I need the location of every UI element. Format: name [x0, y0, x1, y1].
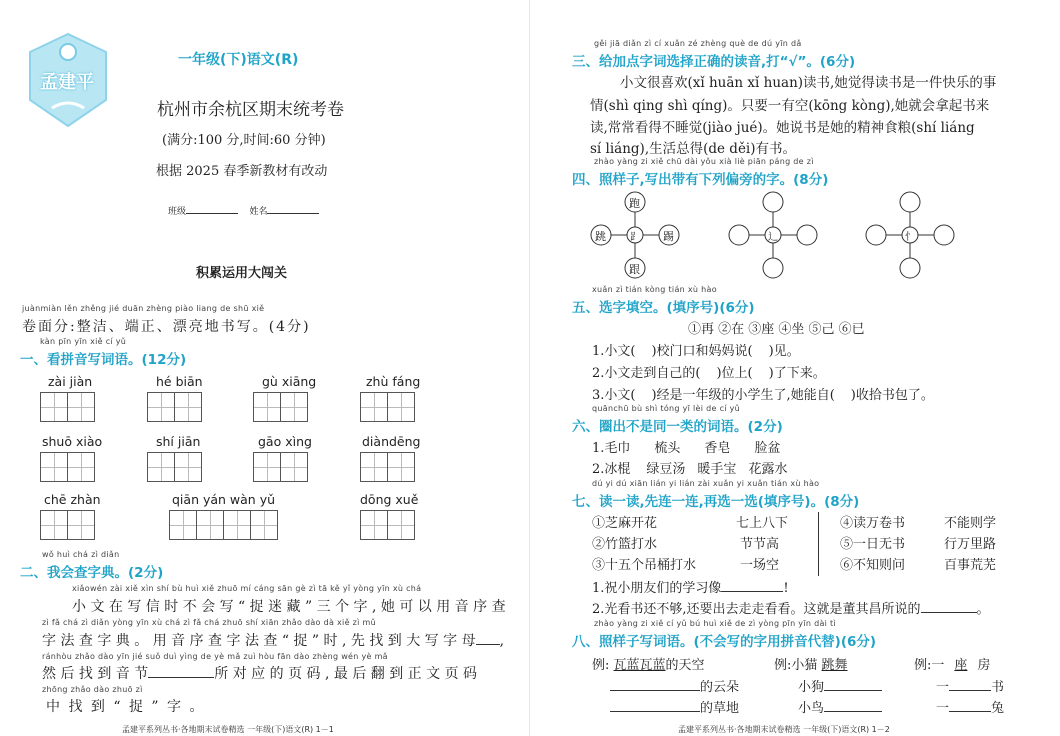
q7-left-phrase[interactable]: ②竹篮打水 [592, 537, 658, 552]
q4-pinyin: zhào yàng zi xiě chū dài yǒu xià liè piān páng de zì [594, 157, 814, 166]
writing-grid[interactable] [360, 392, 414, 422]
q2-line-text: 小 文 在 写 信 时 不 会 写 “ 捉 迷 藏 ” 三 个 字 , 她 可 以 用 音 序 查 [72, 599, 506, 615]
q8-row: 的云朵 [610, 676, 739, 695]
q1-word-pinyin: diàndēng [362, 434, 421, 449]
q1-word-pinyin: zài jiàn [48, 374, 93, 389]
writing-grid[interactable] [169, 510, 277, 540]
score-time: (满分:100 分,时间:60 分钟) [162, 133, 326, 148]
q2-line-pinyin: ránhòu zhǎo dào yīn jié suǒ duì yìng de yè mǎ zuì hòu fān dào zhèng wén yè mǎ [42, 652, 388, 661]
intro-pinyin: juànmiàn lěn zhěng jié duān zhèng piào liang de shū xiě [22, 304, 265, 313]
q4-heading: 四、照样子,写出带有下列偏旁的字。(8分) [572, 172, 829, 188]
writing-grid[interactable] [40, 510, 94, 540]
q1-pinyin: kàn pīn yīn xiě cí yǔ [40, 337, 127, 346]
answer-blank[interactable] [476, 644, 500, 645]
class-label: 班级 [168, 207, 187, 217]
q7-pinyin: dú yi dú xiān lián yi lián zài xuǎn yi xuǎn tián xù hào [592, 479, 820, 488]
q7-right-phrase[interactable]: ⑤一日无书 [840, 537, 906, 552]
q8-example-2: 例:小猫 跳舞 [774, 658, 848, 673]
class-field[interactable] [168, 204, 319, 217]
q1-word-pinyin: dōng xuě [360, 492, 419, 507]
radical-2: 忄 [905, 232, 915, 243]
q2-line-pinyin: zì fǎ chá zì diǎn yòng yīn xù chá zì fǎ chá zhuō shí xiān zhǎo dào dà xiě zì mǔ [42, 618, 376, 627]
answer-blank[interactable] [824, 711, 882, 712]
writing-grid[interactable] [147, 452, 201, 482]
q7-right-match[interactable]: 不能则学 [944, 516, 997, 531]
q1-heading: 一、看拼音写词语。(12分) [20, 352, 187, 368]
q7-right-match[interactable]: 百事荒芜 [944, 558, 997, 573]
q2-line-text: 字 法 查 字 典 。 用 音 序 查 字 法 查 “ 捉 ” 时 , 先 找 到 大 写 字 母 [42, 633, 476, 649]
q7-right-phrase[interactable]: ⑥不知则问 [840, 558, 906, 573]
q2-line-pinyin: zhōng zhǎo dào zhuō zì [42, 685, 143, 694]
q2-line-text: 中 找 到 “ 捉 ” 字 。 [46, 699, 206, 715]
writing-grid[interactable] [253, 392, 307, 422]
left-footer: 孟建平系列丛书·各地期末试卷精选 一年级(下)语文(R) 1－1 [122, 725, 334, 734]
q8-row: 一 兔 [936, 701, 1005, 716]
q7-left-match[interactable]: 七上八下 [736, 516, 789, 531]
grade-title: 一年级(下)语文(R) [178, 52, 299, 68]
writing-grid[interactable] [253, 452, 307, 482]
q1-word-pinyin: shí jiān [156, 434, 201, 449]
q1-word-pinyin: chē zhàn [44, 492, 101, 507]
right-footer: 孟建平系列丛书·各地期末试卷精选 一年级(下)语文(R) 1－2 [678, 725, 890, 734]
example-bottom-char: 跟 [629, 263, 640, 276]
q1-word-pinyin: qiān yán wàn yǔ [172, 492, 276, 507]
radical-diagrams [588, 190, 1008, 280]
q5-item: 2.小文走到自己的( )位上( )了下来。 [592, 366, 826, 381]
q1-word-pinyin: zhù fáng [366, 374, 421, 389]
q6-row: 2.冰棍 绿豆汤 暖手宝 花露水 [592, 462, 788, 477]
exam-title: 杭州市余杭区期末统考卷 [157, 100, 344, 120]
q8-example-3: 例:一 座 房 [914, 658, 991, 673]
q8-example-1: 例: 瓦蓝瓦蓝的天空 [592, 658, 705, 673]
answer-blank[interactable] [610, 690, 700, 691]
q7-divider [818, 512, 819, 576]
q7-fill-2: 2.光看书还不够,还要出去走走看看。这就是董其昌所说的 。 [592, 602, 990, 617]
example-right-char: 踢 [663, 230, 674, 243]
answer-blank[interactable] [949, 690, 991, 691]
q5-item: 3.小文( )经是一年级的小学生了,她能自( )收拾书包了。 [592, 388, 934, 403]
q8-heading: 八、照样子写词语。(不会写的字用拼音代替)(6分) [572, 634, 877, 650]
q8-row: 一 书 [936, 680, 1005, 695]
q1-word-pinyin: hé biān [156, 374, 203, 389]
right-page [530, 0, 1060, 736]
q7-left-match[interactable]: 节节高 [740, 537, 780, 552]
answer-blank[interactable] [721, 591, 783, 592]
q7-left-match[interactable]: 一场空 [740, 558, 780, 573]
q3-line: sí liáng),生活总得(de děi)有书。 [590, 141, 797, 157]
q6-heading: 六、圈出不是同一类的词语。(2分) [572, 419, 783, 435]
q6-pinyin: quānchū bù shì tóng yī lèi de cí yǔ [592, 404, 741, 413]
answer-blank[interactable] [949, 711, 991, 712]
q2-line-text: 然 后 找 到 音 节 [42, 666, 149, 682]
q7-right-phrase[interactable]: ④读万卷书 [840, 516, 906, 531]
q1-word-pinyin: gāo xìng [258, 434, 312, 449]
q8-row: 小狗 [798, 676, 882, 695]
answer-blank[interactable] [610, 711, 700, 712]
intro-text: 卷面分:整洁、端正、漂亮地书写。(4分) [22, 319, 311, 335]
q3-heading: 三、给加点字词选择正确的读音,打“√”。(6分) [572, 54, 856, 70]
q1-word-pinyin: shuō xiào [42, 434, 103, 449]
q3-pinyin: gěi jiā diǎn zì cí xuǎn zé zhèng què de dú yīn dǎ [594, 39, 802, 48]
logo-text: 孟建平 [40, 72, 94, 93]
publisher-logo [22, 30, 114, 130]
answer-blank[interactable] [921, 612, 977, 613]
q8-row: 小鸟 [798, 697, 882, 716]
q2-heading: 二、我会查字典。(2分) [20, 565, 164, 581]
example-left-char: 跳 [595, 230, 606, 243]
example-top-char: 跑 [629, 197, 640, 210]
writing-grid[interactable] [147, 392, 201, 422]
q2-pinyin: wǒ huì chá zì diǎn [42, 550, 120, 559]
q2-line-text-row [42, 663, 477, 683]
q5-item: 1.小文( )校门口和妈妈说( )见。 [592, 344, 800, 359]
q3-line: 小文很喜欢(xǐ huān xǐ huan)读书,她觉得读书是一件快乐的事 [620, 75, 997, 91]
q5-heading: 五、选字填空。(填序号)(6分) [572, 300, 755, 316]
writing-grid[interactable] [40, 452, 94, 482]
q8-pinyin: zhào yàng zi xiě cí yǔ bú huì xiě de zì yòng pīn yīn dài tì [594, 619, 836, 628]
q5-pinyin: xuǎn zì tián kòng tián xù hào [592, 285, 717, 294]
revision-note: 根据 2025 春季新教材有改动 [156, 164, 328, 179]
q7-heading: 七、读一读,先连一连,再选一选(填序号)。(8分) [572, 494, 860, 510]
q2-line-tail: 所 对 应 的 页 码 , 最 后 翻 到 正 文 页 码 [214, 666, 478, 682]
q7-right-match[interactable]: 行万里路 [944, 537, 997, 552]
name-label: 姓名 [249, 207, 268, 217]
q5-options: ①再 ②在 ③座 ④坐 ⑤己 ⑥已 [688, 322, 865, 337]
section-title: 积累运用大闯关 [196, 266, 288, 281]
example-radical: ⻊ [630, 232, 640, 243]
q7-left-phrase[interactable]: ①芝麻开花 [592, 516, 658, 531]
q3-line: 读,常常看得不睡觉(jiào jué)。她说书是她的精神食粮(shí liáng [590, 120, 975, 136]
q2-line-pinyin: xiǎowén zài xiě xìn shí bù huì xiě zhuō mí cáng sān gè zì tā kě yǐ yòng yīn xù chá [72, 584, 422, 593]
q2-line-text-row: 字 法 查 字 典 。 用 音 序 查 字 法 查 “ 捉 ” 时 , 先 找 到 大 写 字 母 , [42, 633, 505, 649]
writing-grid[interactable] [40, 392, 94, 422]
q7-fill-1: 1.祝小朋友们的学习像 ! [592, 581, 789, 596]
answer-blank[interactable] [148, 677, 214, 678]
q6-row: 1.毛巾 梳头 香皂 脸盆 [592, 441, 781, 456]
q1-word-pinyin: gù xiāng [262, 374, 317, 389]
answer-blank[interactable] [824, 690, 882, 691]
q8-row: 的草地 [610, 697, 739, 716]
q3-line: 情(shì qing shì qíng)。只要一有空(kōng kòng),她就会拿起书来 [590, 98, 990, 114]
writing-grid[interactable] [360, 452, 414, 482]
radical-1: 辶 [768, 232, 778, 243]
q7-left-phrase[interactable]: ③十五个吊桶打水 [592, 558, 697, 573]
writing-grid[interactable] [360, 510, 414, 540]
